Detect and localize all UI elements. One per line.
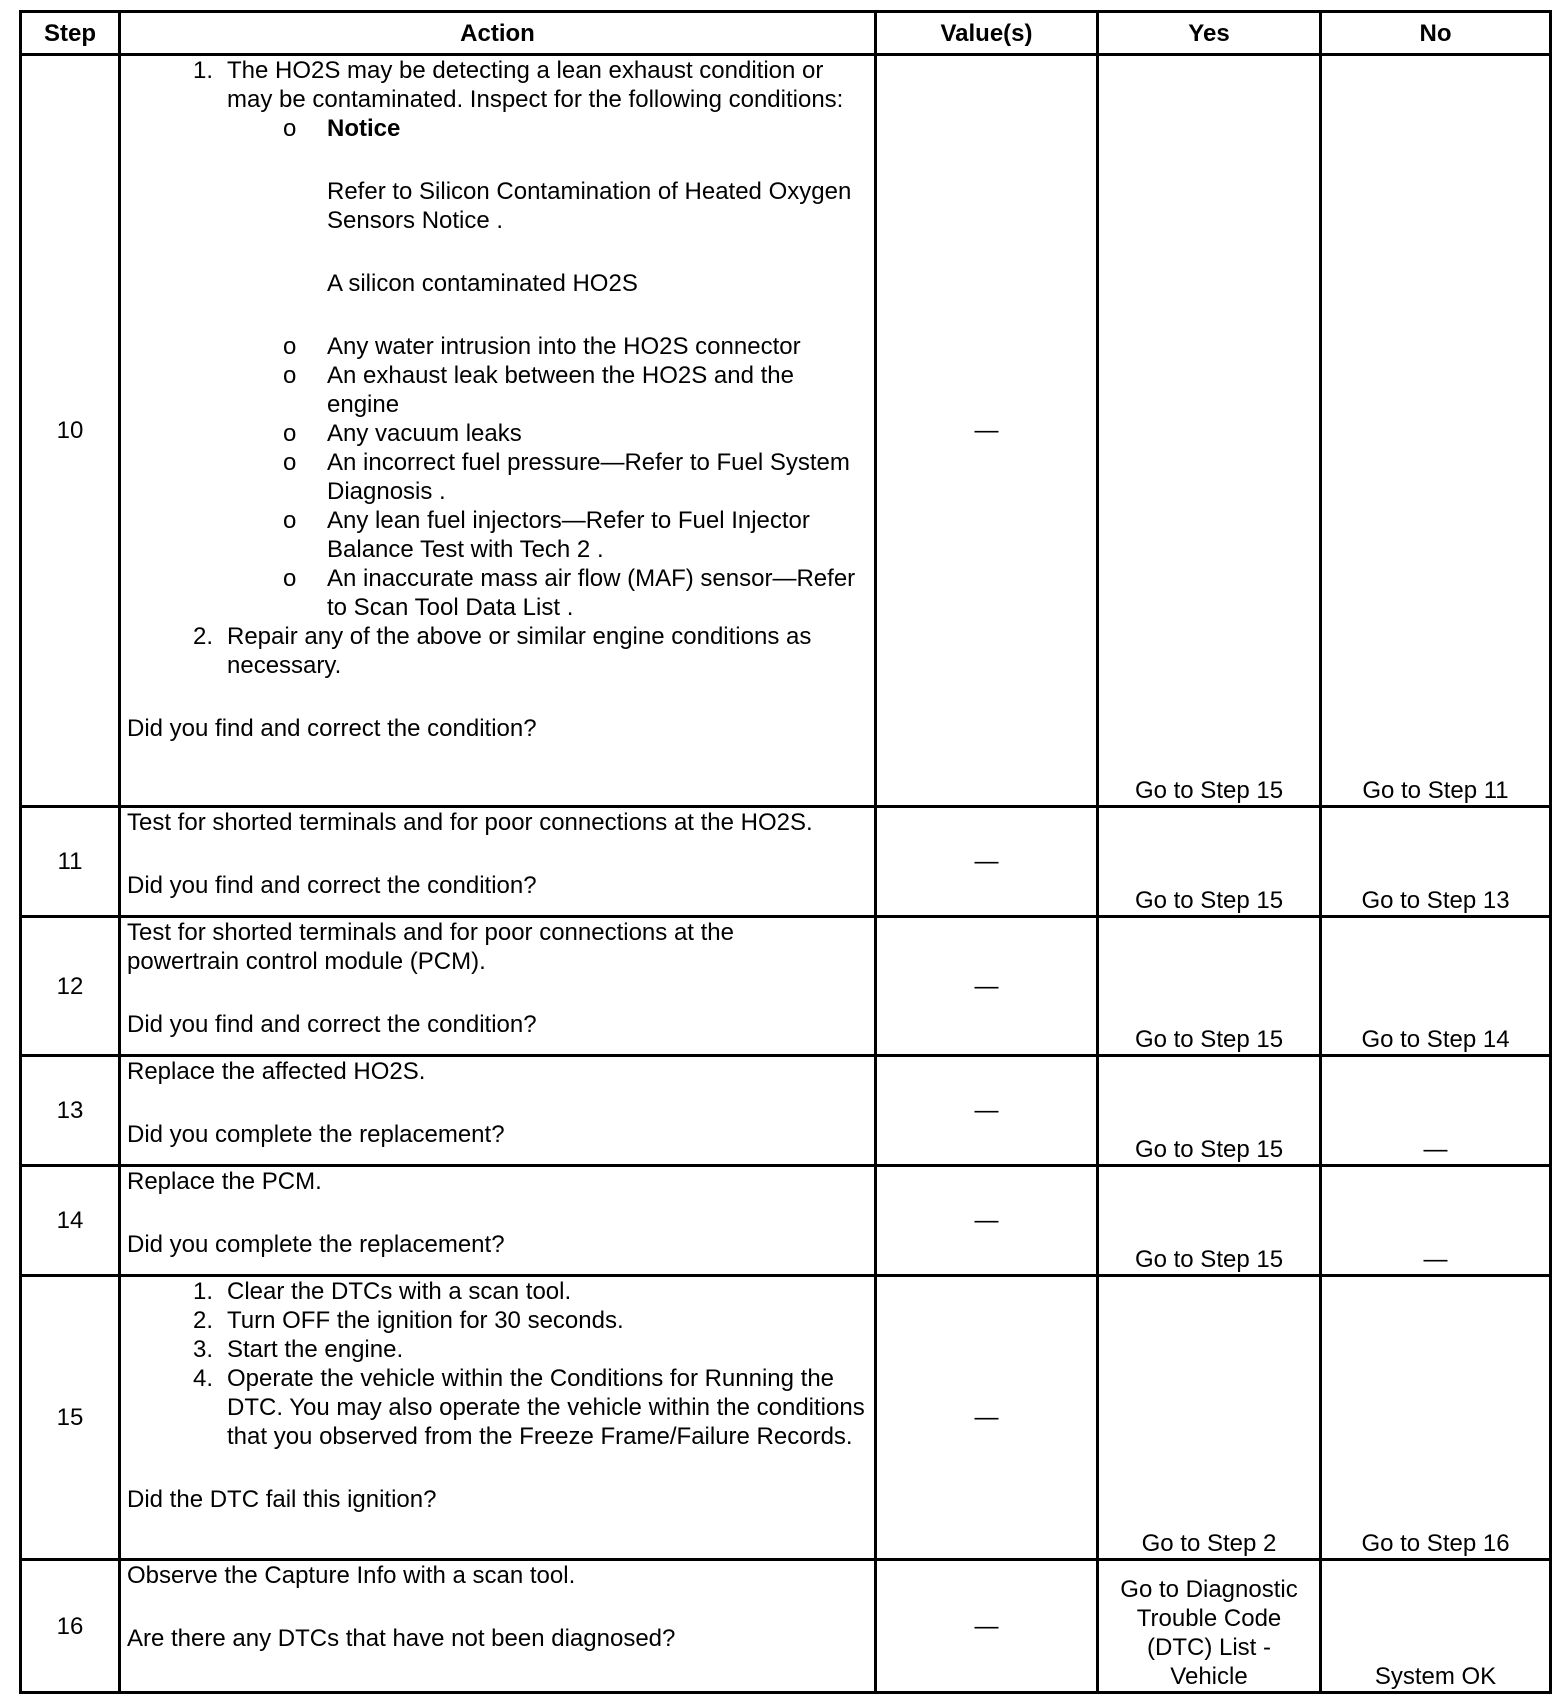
diagnostic-table [19, 10, 1552, 1694]
table-row [21, 1276, 1551, 1560]
action-cell [120, 917, 876, 1056]
value-cell: — [876, 1560, 1098, 1693]
step-number: 10 [21, 55, 120, 807]
no-cell: — [1321, 1056, 1551, 1166]
step-item-text: Repair any of the above or similar engine conditions as necessary. [227, 623, 812, 679]
list-item [283, 332, 868, 361]
value-cell: — [876, 1166, 1098, 1276]
action-text: Replace the PCM. [127, 1168, 322, 1195]
yes-cell: Go to Step 15 [1098, 1056, 1321, 1166]
value-cell: — [876, 807, 1098, 917]
yes-cell: Go to Diagnostic Trouble Code (DTC) List - Vehicle [1098, 1560, 1321, 1693]
yes-cell: Go to Step 2 [1098, 1276, 1321, 1560]
table-row [21, 1056, 1551, 1166]
list-item [283, 448, 868, 506]
action-steps-list [127, 1277, 868, 1451]
notice-text: Refer to Silicon Contamination of Heated Oxygen Sensors Notice . [327, 178, 852, 234]
action-steps-list [127, 56, 868, 680]
action-cell [120, 1276, 876, 1560]
action-question: Did you find and correct the condition? [127, 1011, 537, 1038]
action-question: Did the DTC fail this ignition? [127, 1486, 437, 1513]
no-cell: Go to Step 16 [1321, 1276, 1551, 1560]
step-number: 14 [21, 1166, 120, 1276]
condition-text: An inaccurate mass air flow (MAF) sensor—Refer to Scan Tool Data List . [327, 565, 856, 621]
action-cell [120, 807, 876, 917]
step-item-text: Turn OFF the ignition for 30 seconds. [227, 1307, 624, 1334]
table-row [21, 917, 1551, 1056]
yes-cell: Go to Step 15 [1098, 55, 1321, 807]
list-item [183, 1306, 868, 1335]
list-item [183, 622, 868, 680]
step-item-number: 3. [192, 1336, 213, 1363]
step-item-number: 2. [192, 1307, 213, 1334]
yes-cell: Go to Step 15 [1098, 917, 1321, 1056]
notice-item: A silicon contaminated HO2S [327, 270, 638, 297]
action-cell [120, 1056, 876, 1166]
header-values: Value(s) [876, 12, 1098, 55]
step-item-text: Operate the vehicle within the Conditions for Running the DTC. You may also operate the vehicle within the conditions that you observed from the Freeze Frame/Failure Records. [227, 1365, 865, 1450]
value-cell: — [876, 1276, 1098, 1560]
condition-text: Any lean fuel injectors—Refer to Fuel Injector Balance Test with Tech 2 . [327, 507, 810, 563]
condition-text: An exhaust leak between the HO2S and the engine [327, 362, 794, 418]
condition-list [227, 114, 868, 622]
list-item [283, 564, 868, 622]
diagnostic-table-wrapper [19, 10, 1552, 1694]
bullet-marker: o [283, 565, 297, 592]
list-item [283, 506, 868, 564]
table-row [21, 1166, 1551, 1276]
bullet-marker: o [283, 449, 297, 476]
condition-text: Any water intrusion into the HO2S connector [327, 333, 801, 360]
bullet-marker: o [283, 420, 297, 447]
action-text: Observe the Capture Info with a scan tool. [127, 1562, 576, 1589]
step-number: 13 [21, 1056, 120, 1166]
condition-text: An incorrect fuel pressure—Refer to Fuel System Diagnosis . [327, 449, 850, 505]
action-text: Replace the affected HO2S. [127, 1058, 426, 1085]
bullet-marker: o [283, 507, 297, 534]
header-no: No [1321, 12, 1551, 55]
list-item [283, 361, 868, 419]
header-step: Step [21, 12, 120, 55]
no-cell: — [1321, 1166, 1551, 1276]
action-cell [120, 1560, 876, 1693]
step-item-number: 2. [192, 623, 213, 650]
step-number: 12 [21, 917, 120, 1056]
step-item-number: 1. [192, 57, 213, 84]
action-text: Test for shorted terminals and for poor connections at the powertrain control module (PCM). [127, 919, 734, 975]
header-row [21, 12, 1551, 55]
list-item [183, 1277, 868, 1306]
no-cell: Go to Step 14 [1321, 917, 1551, 1056]
no-cell: Go to Step 11 [1321, 55, 1551, 807]
step-item-number: 1. [192, 1278, 213, 1305]
table-row [21, 1560, 1551, 1693]
step-item-number: 4. [192, 1365, 213, 1392]
action-question: Did you complete the replacement? [127, 1121, 505, 1148]
yes-cell: Go to Step 15 [1098, 1166, 1321, 1276]
list-item [283, 114, 868, 298]
step-item-text: Start the engine. [227, 1336, 404, 1363]
bullet-marker: o [283, 115, 297, 142]
list-item [183, 1335, 868, 1364]
notice-title: Notice [327, 115, 401, 142]
action-text: Test for shorted terminals and for poor connections at the HO2S. [127, 809, 813, 836]
action-cell [120, 1166, 876, 1276]
table-row [21, 807, 1551, 917]
step-item-text: The HO2S may be detecting a lean exhaust condition or may be contaminated. Inspect for the following conditions: [227, 57, 844, 113]
header-yes: Yes [1098, 12, 1321, 55]
bullet-marker: o [283, 333, 297, 360]
table-row [21, 55, 1551, 807]
list-item [183, 56, 868, 622]
header-action: Action [120, 12, 876, 55]
step-number: 16 [21, 1560, 120, 1693]
value-cell: — [876, 55, 1098, 807]
list-item [183, 1364, 868, 1451]
value-cell: — [876, 1056, 1098, 1166]
action-question: Did you find and correct the condition? [127, 715, 537, 742]
step-number: 15 [21, 1276, 120, 1560]
condition-text: Any vacuum leaks [327, 420, 522, 447]
action-question: Are there any DTCs that have not been diagnosed? [127, 1625, 676, 1652]
value-cell: — [876, 917, 1098, 1056]
yes-cell: Go to Step 15 [1098, 807, 1321, 917]
step-number: 11 [21, 807, 120, 917]
step-item-text: Clear the DTCs with a scan tool. [227, 1278, 572, 1305]
action-question: Did you find and correct the condition? [127, 872, 537, 899]
no-cell: Go to Step 13 [1321, 807, 1551, 917]
no-cell: System OK [1321, 1560, 1551, 1693]
bullet-marker: o [283, 362, 297, 389]
list-item [283, 419, 868, 448]
action-question: Did you complete the replacement? [127, 1231, 505, 1258]
action-cell [120, 55, 876, 807]
